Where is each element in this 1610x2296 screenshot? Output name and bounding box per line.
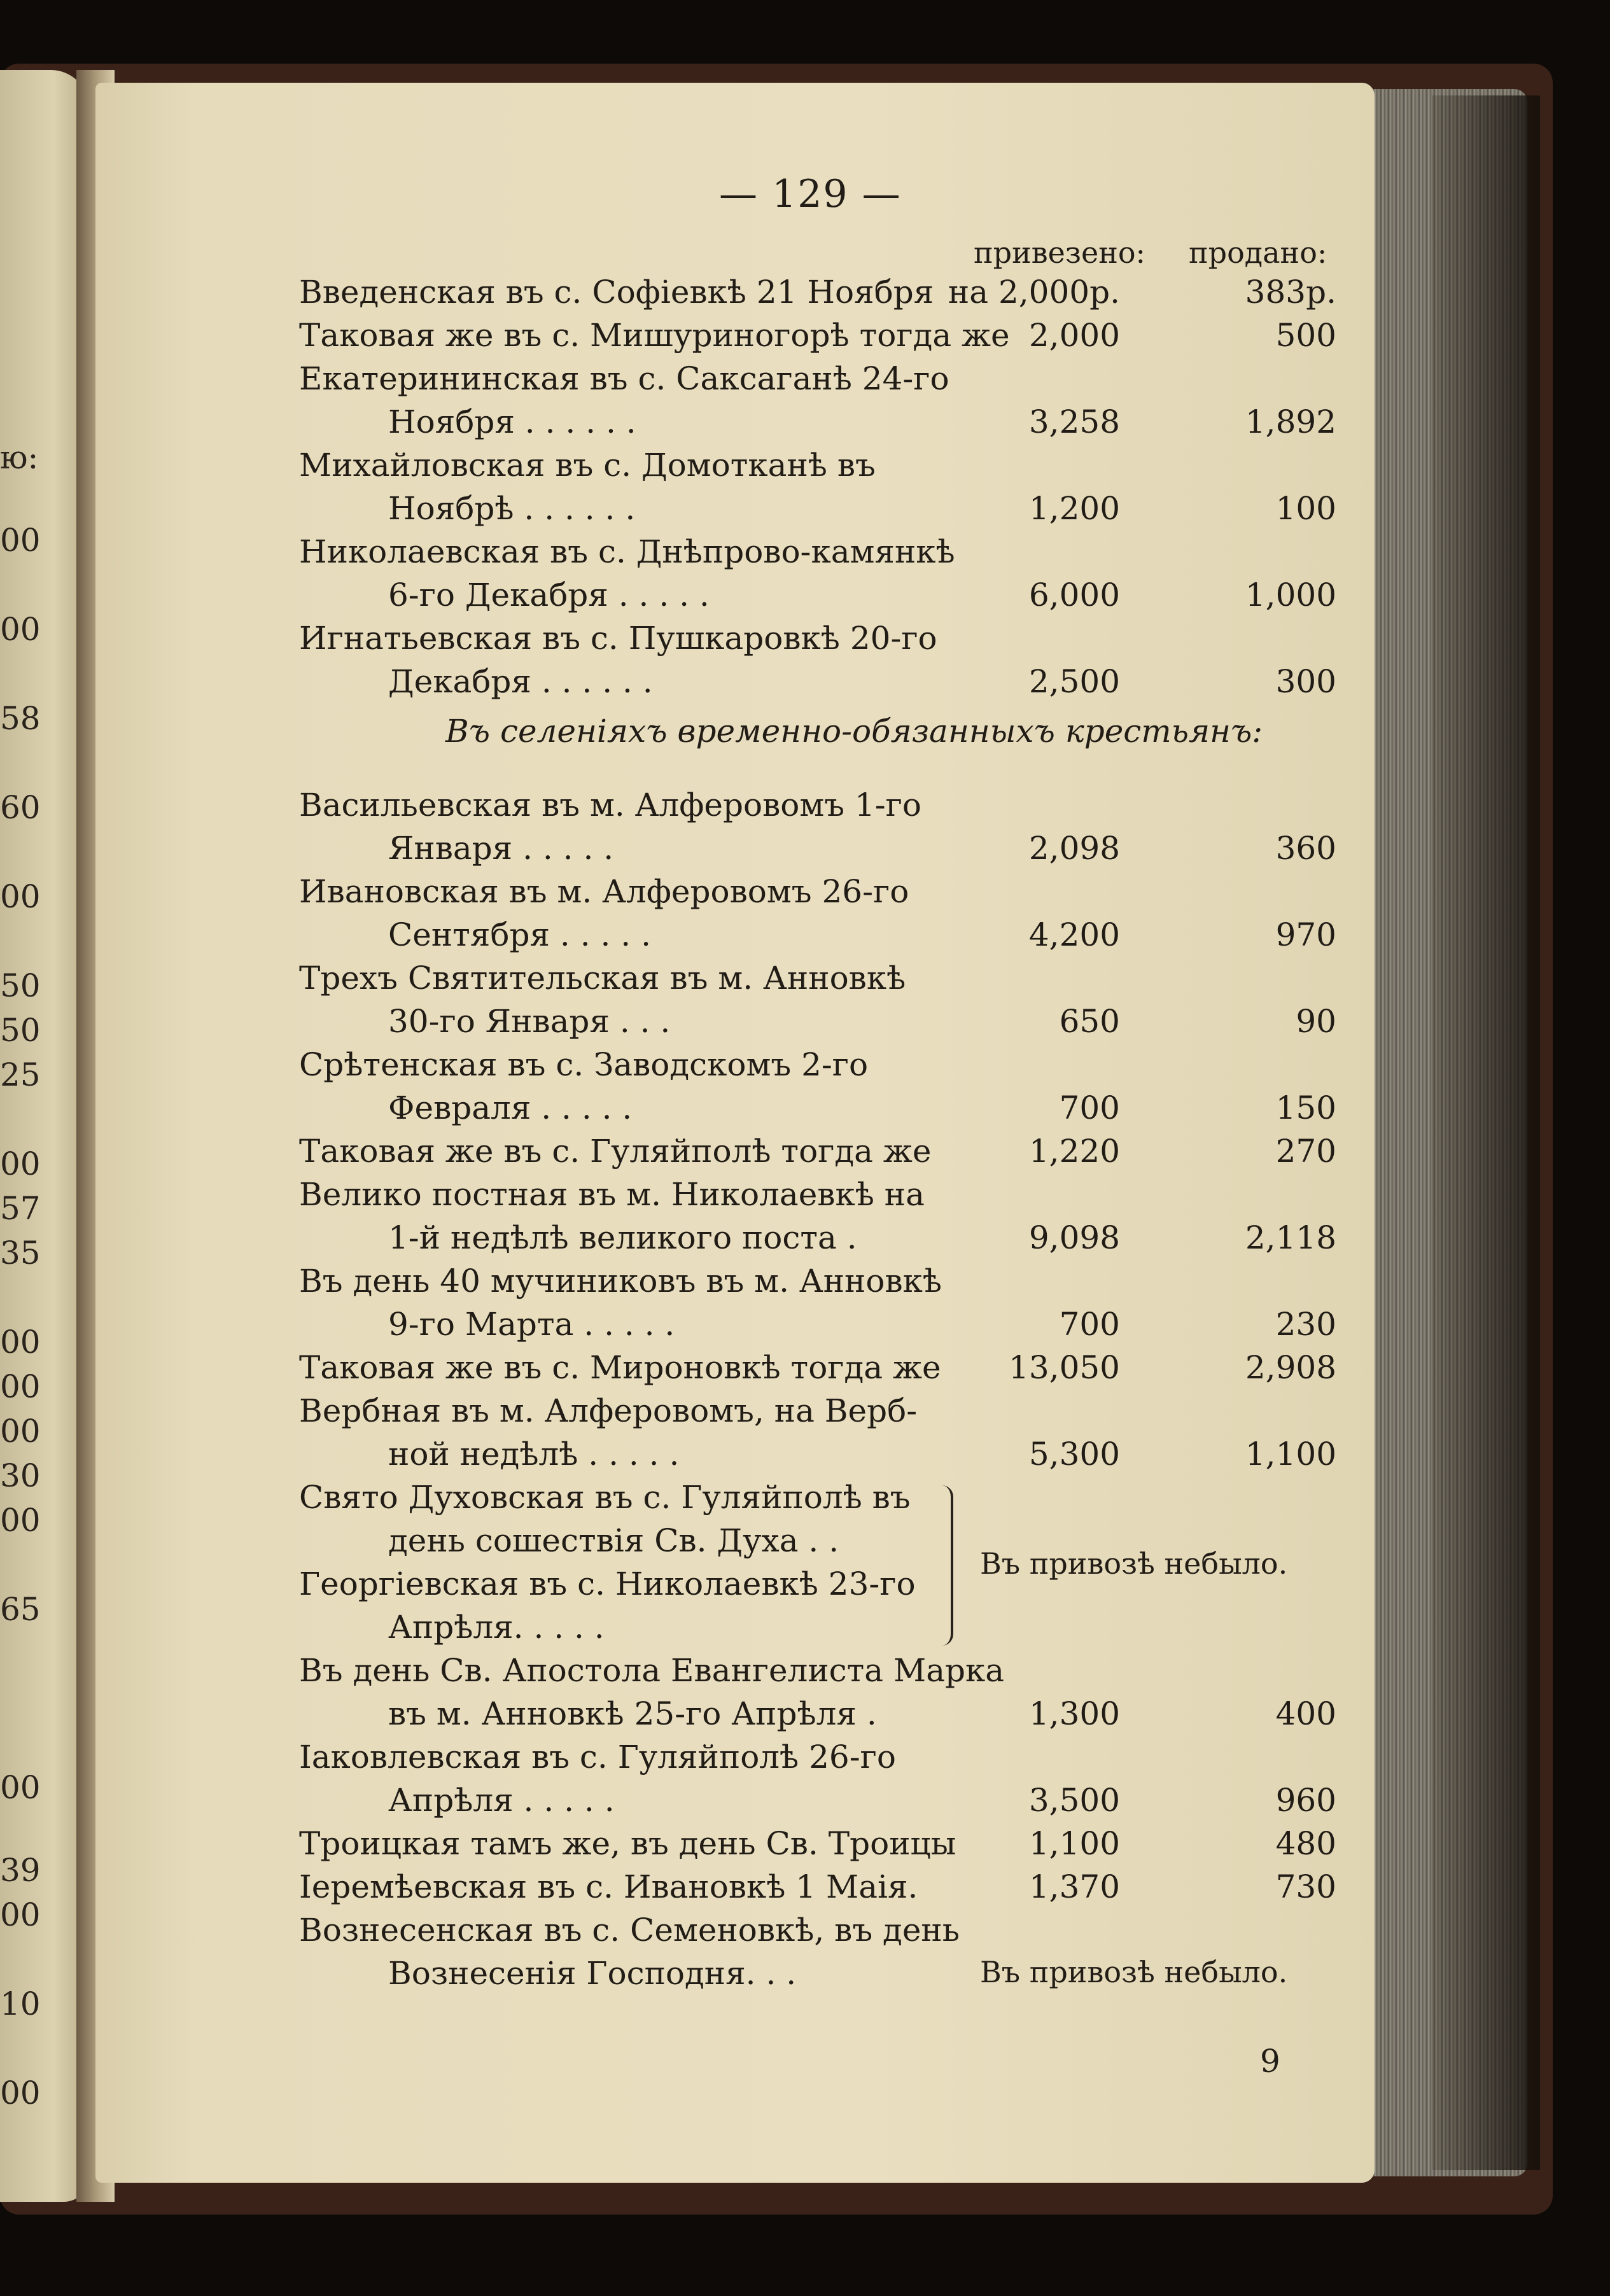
amount-sold: 270 (1275, 1133, 1336, 1170)
column-header-brought: привезено: (974, 235, 1146, 270)
left-page-number: 00 (0, 1324, 41, 1361)
left-page-number: 30 (0, 1457, 41, 1494)
amount-sold: 960 (1275, 1782, 1336, 1819)
fair-name-line: Свято Духовская въ с. Гуляйполѣ въ (299, 1479, 911, 1516)
amount-sold: 500 (1275, 317, 1336, 354)
amount-brought: 1,370 (1028, 1868, 1120, 1905)
brace (935, 1485, 953, 1646)
right-page (95, 83, 1375, 2183)
left-page (0, 70, 89, 2202)
left-page-number: 60 (0, 789, 41, 826)
left-page-number: 00 (0, 1502, 41, 1539)
fair-name-line: Іеремѣевская въ с. Ивановкѣ 1 Маія. (299, 1868, 918, 1905)
left-page-number: 00 (0, 1145, 41, 1182)
amount-brought: 2,500 (1028, 663, 1120, 700)
left-page-number: 50 (0, 1012, 41, 1049)
amount-sold: 100 (1275, 490, 1336, 527)
fair-name-line: Апрѣля . . . . . (388, 1782, 615, 1819)
cover-shadow (1432, 95, 1540, 2170)
amount-brought: 1,300 (1028, 1695, 1120, 1732)
fair-name-line: Таковая же въ с. Гуляйполѣ тогда же (299, 1133, 932, 1170)
amount-brought: 1,200 (1028, 490, 1120, 527)
fair-name-line: 30-го Января . . . (388, 1003, 671, 1040)
fair-name-line: Велико постная въ м. Николаевкѣ на (299, 1176, 925, 1213)
left-page-number: 35 (0, 1235, 41, 1271)
amount-sold: 230 (1275, 1306, 1336, 1343)
amount-sold: 90 (1296, 1003, 1336, 1040)
amount-brought: 2,000 (1028, 317, 1120, 354)
fair-name-line: Февраля . . . . . (388, 1089, 633, 1126)
fair-name-line: Михайловская въ с. Домотканѣ въ (299, 447, 876, 484)
fair-name-line: Срѣтенская въ с. Заводскомъ 2-го (299, 1046, 869, 1083)
fair-name-line: Вербная въ м. Алферовомъ, на Верб- (299, 1392, 918, 1429)
amount-brought: 13,050 (1009, 1349, 1120, 1386)
amount-brought: на 2,000р. (948, 274, 1120, 311)
amount-sold: 1,100 (1245, 1436, 1336, 1473)
amount-sold: 400 (1275, 1695, 1336, 1732)
fair-name-line: Въ день 40 мучиниковъ въ м. Анновкѣ (299, 1263, 942, 1299)
amount-sold: 2,908 (1245, 1349, 1336, 1386)
fair-name-line: Іаковлевская въ с. Гуляйполѣ 26-го (299, 1739, 896, 1775)
amount-sold: 1,000 (1245, 577, 1336, 613)
fair-name-line: Въ день Св. Апостола Евангелиста Марка (299, 1652, 1005, 1689)
amount-brought: 9,098 (1028, 1219, 1120, 1256)
fair-name-line: Васильевская въ м. Алферовомъ 1-го (299, 787, 921, 823)
amount-sold: 360 (1275, 830, 1336, 867)
fair-name-line: Апрѣля. . . . . (388, 1609, 605, 1646)
signature-mark: 9 (1260, 2043, 1280, 2080)
amount-brought: 2,098 (1028, 830, 1120, 867)
fair-name-line: Сентября . . . . . (388, 916, 651, 953)
left-page-number: 00 (0, 1413, 41, 1450)
amount-brought: 6,000 (1028, 577, 1120, 613)
fair-name-line: 9-го Марта . . . . . (388, 1306, 675, 1343)
left-page-number: 00 (0, 1896, 41, 1933)
amount-sold: 150 (1275, 1089, 1336, 1126)
left-page-number: 00 (0, 878, 41, 915)
fair-name-line: 1-й недѣлѣ великого поста . (388, 1219, 857, 1256)
left-page-number: 65 (0, 1591, 41, 1628)
amount-brought: 1,220 (1028, 1133, 1120, 1170)
fair-name-line: въ м. Анновкѣ 25-го Апрѣля . (388, 1695, 877, 1732)
fair-name-line: Таковая же въ с. Мишуриногорѣ тогда же (299, 317, 1010, 354)
fair-name-line: ной недѣлѣ . . . . . (388, 1436, 680, 1473)
amount-brought: 5,300 (1028, 1436, 1120, 1473)
amount-sold: 480 (1275, 1825, 1336, 1862)
fair-name-line: Ноября . . . . . . (388, 403, 636, 440)
left-page-number: 39 (0, 1852, 41, 1889)
column-header-sold: продано: (1189, 235, 1327, 270)
page-number: — 129 — (719, 172, 902, 216)
fair-name-line: Ивановская въ м. Алферовомъ 26-го (299, 873, 909, 910)
fair-name-line: Георгіевская въ с. Николаевкѣ 23-го (299, 1565, 916, 1602)
fair-name-line: Ноябрѣ . . . . . . (388, 490, 636, 527)
amount-sold: 300 (1275, 663, 1336, 700)
fair-name-line: Января . . . . . (388, 830, 614, 867)
not-brought-note: Въ привозѣ небыло. (980, 1955, 1288, 1989)
amount-brought: 3,500 (1028, 1782, 1120, 1819)
left-page-number: 00 (0, 611, 41, 648)
amount-brought: 1,100 (1028, 1825, 1120, 1862)
fair-name-line: 6-го Декабря . . . . . (388, 577, 710, 613)
fair-name-line: Таковая же въ с. Мироновкѣ тогда же (299, 1349, 941, 1386)
fair-name-line: Трехъ Святительская въ м. Анновкѣ (299, 960, 906, 997)
left-page-number: 57 (0, 1190, 41, 1227)
amount-brought: 4,200 (1028, 916, 1120, 953)
left-page-number: 00 (0, 2075, 41, 2111)
fair-name-line: Декабря . . . . . . (388, 663, 653, 700)
fair-name-line: Введенская въ с. Софіевкѣ 21 Ноября (299, 274, 934, 311)
fair-name-line: Вознесенская въ с. Семеновкѣ, въ день (299, 1912, 960, 1949)
left-page-number: 58 (0, 700, 41, 737)
amount-sold: 730 (1275, 1868, 1336, 1905)
fair-name-line: Николаевская въ с. Днѣпрово-камянкѣ (299, 533, 955, 570)
amount-sold: 2,118 (1245, 1219, 1336, 1256)
amount-sold: 1,892 (1245, 403, 1336, 440)
not-brought-note: Въ привозѣ небыло. (980, 1546, 1288, 1581)
amount-brought: 700 (1059, 1089, 1120, 1126)
section-heading: Въ селеніяхъ временно-обязанныхъ крестьянъ: (445, 713, 1263, 750)
left-page-number: 00 (0, 522, 41, 559)
left-page-number: 00 (0, 1769, 41, 1806)
left-page-number: ю: (0, 439, 39, 476)
amount-brought: 650 (1059, 1003, 1120, 1040)
fair-name-line: Троицкая тамъ же, въ день Св. Троицы (299, 1825, 956, 1862)
left-page-number: 25 (0, 1056, 41, 1093)
fair-name-line: Игнатьевская въ с. Пушкаровкѣ 20-го (299, 620, 937, 657)
left-page-number: 00 (0, 1368, 41, 1405)
amount-brought: 700 (1059, 1306, 1120, 1343)
fair-name-line: Вознесенія Господня. . . (388, 1955, 797, 1992)
amount-sold: 970 (1275, 916, 1336, 953)
left-page-number: 10 (0, 1985, 41, 2022)
fair-name-line: день сошествія Св. Духа . . (388, 1522, 839, 1559)
amount-sold: 383р. (1245, 274, 1336, 311)
left-page-number: 50 (0, 967, 41, 1004)
amount-brought: 3,258 (1028, 403, 1120, 440)
fair-name-line: Екатерининская въ с. Саксаганѣ 24-го (299, 360, 949, 397)
